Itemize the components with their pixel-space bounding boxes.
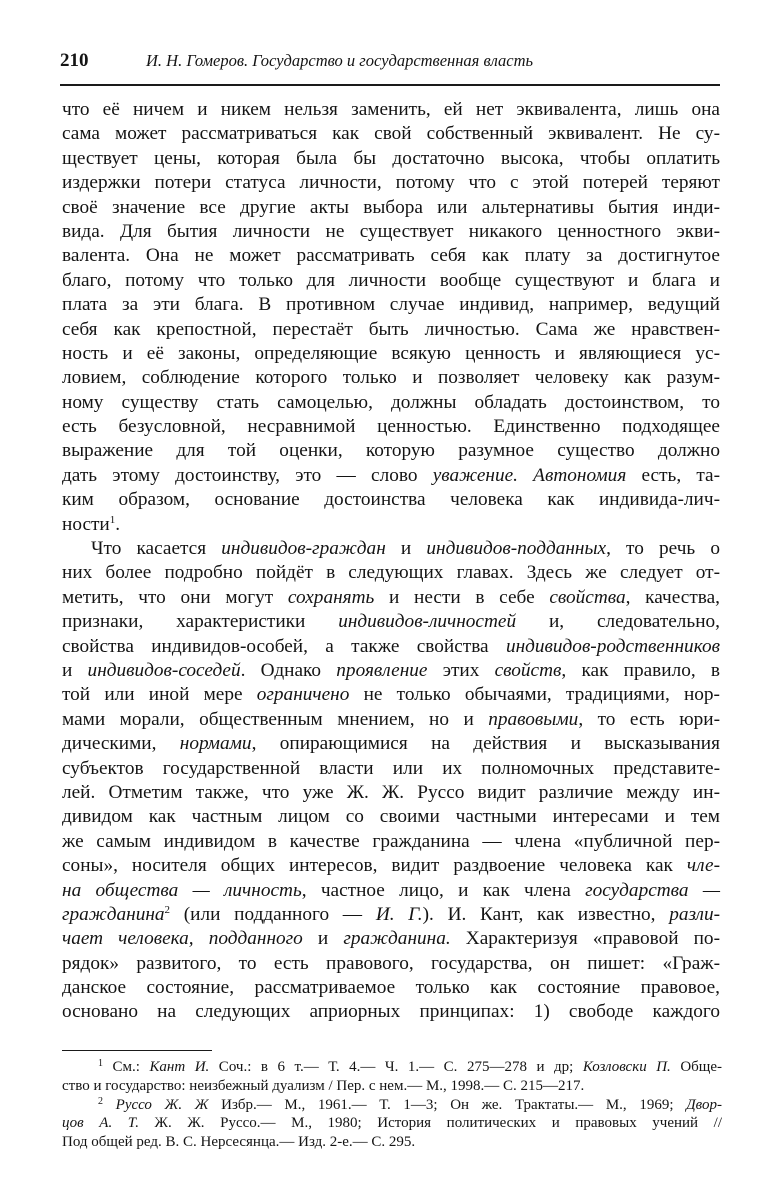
text-run: . Однако [240, 659, 337, 681]
emphasis: свойств [494, 659, 562, 681]
text-run: , то есть юри- [578, 708, 720, 730]
text-run: и [302, 928, 344, 950]
text-line: сама может рассматриваться как свой собственный эквивалент. Не су- [62, 123, 720, 145]
emphasis: гражданина. [343, 928, 451, 950]
text-line: издержки потери статуса личности, потому что с этой потерей теряют [62, 172, 720, 194]
text-line: благо, потому что только для личности вообще существуют и блага и [62, 269, 720, 291]
text-line: рядок» развитого, то есть правового, государства, он пишет: «Граж- [62, 952, 720, 974]
emphasis: нормами [179, 733, 252, 755]
emphasis: разли- [669, 903, 721, 925]
text-run: , как правило, в [561, 659, 720, 681]
emphasis: гражданина [62, 903, 165, 925]
footnote-1-line: ство и государство: неизбежный дуализм / Пер. с нем.— М., 1998.— С. 215—217. [62, 1077, 585, 1094]
text-line: что её ничем и никем нельзя заменить, ей нет эквивалента, лишь она [62, 99, 720, 120]
emphasis: уважение. Автономия [432, 464, 627, 486]
emphasis: индивидов-соседей [87, 659, 241, 681]
text-run: , то речь о [606, 538, 720, 560]
text-run: признаки, характеристики [62, 611, 339, 633]
emphasis: индивидов-личностей [338, 611, 517, 633]
emphasis: индивидов-граждан [221, 538, 386, 560]
footnotes [62, 1058, 722, 1152]
text-run: и [385, 538, 427, 560]
footnote-2-line [62, 1096, 722, 1115]
emphasis: свойства [549, 586, 626, 608]
text-line: ществует цены, которая была бы достаточно высока, чтобы оплатить [62, 147, 720, 169]
text-line: данское состояние, рассматриваемое только как состояние правовое, [62, 977, 720, 999]
text-line [62, 537, 720, 561]
footnote-2-line [62, 1114, 722, 1133]
text-run: этих [427, 659, 495, 681]
text-run: ). И. Кант, как известно, [422, 903, 670, 925]
emphasis: чле- [686, 855, 720, 877]
text-run: соны», носителя общих интересов, видит раздвоение человека как [62, 855, 687, 877]
text-line [62, 659, 720, 683]
text-run: свойства индивидов-особей, а также свойства [62, 635, 506, 657]
emphasis: И. Г. [375, 903, 423, 925]
text-run: дать этому достоинству, это — слово [62, 464, 433, 486]
page-number: 210 [60, 50, 89, 71]
text-line: основано на следующих априорных принципах: 1) свободе каждого [62, 1001, 720, 1023]
text-line: выражение для той оценки, которую разумное существо должно [62, 440, 720, 462]
emphasis: проявление [336, 659, 428, 681]
paragraph-2 [62, 537, 720, 1025]
text-run: дическими, [62, 733, 180, 755]
footnote-number: 1 [98, 1058, 103, 1069]
text-line: лей. Отметим также, что уже Ж. Ж. Руссо видит различие между ин- [62, 781, 720, 803]
text-line: себя как крепостной, перестаёт быть личностью. Сама же нравствен- [62, 318, 720, 340]
text-run: Характеризуя «правовой по- [450, 928, 720, 950]
body-text [62, 98, 720, 1025]
text-run: . [115, 513, 121, 535]
header-rule [60, 84, 720, 86]
text-run: Соч.: в 6 т.— Т. 4.— Ч. 1.— С. 275—278 и др; [209, 1059, 583, 1075]
footnote-number: 2 [98, 1095, 103, 1107]
emphasis: Руссо Ж. Ж [115, 1096, 209, 1113]
text-line: же самым индивидом в качестве гражданина — члена «публичной пер- [62, 830, 720, 852]
text-line: ному существу стать самоцелью, должны обладать достоинством, то [62, 391, 720, 413]
text-line: вида. Для бытия личности не существует никакого ценностного экви- [62, 220, 720, 242]
emphasis: Кант И. [149, 1059, 210, 1075]
text-line [62, 927, 720, 951]
text-run: ности [62, 513, 110, 535]
emphasis: Козловски П. [582, 1059, 671, 1075]
text-run: Избр.— М., 1961.— Т. 1—3; Он же. Трактаты.— М., 1969; [208, 1096, 687, 1113]
text-line [62, 708, 720, 732]
emphasis: Двор- [686, 1096, 722, 1113]
footnote-rule [62, 1050, 212, 1051]
emphasis: правовыми [488, 708, 579, 730]
text-line: есть безусловной, несравнимой ценностью. Единственно подходящее [62, 416, 720, 438]
footnote-1-line [62, 1058, 722, 1077]
text-line: ность и её законы, определяющие всякую ценность и являющиеся ус- [62, 342, 720, 364]
text-run: (или подданного — [170, 903, 376, 925]
text-line: ловием, соблюдение которого только и позволяет человеку как разум- [62, 367, 720, 389]
text-line: валента. Она не может рассматривать себя как плату за достигнутое [62, 245, 720, 267]
footnote-2-line: Под общей ред. В. С. Нерсесянца.— Изд. 2-е.— С. 295. [62, 1134, 416, 1151]
text-run: есть, та- [626, 464, 721, 486]
text-run [103, 1097, 116, 1113]
text-run: Что касается [91, 538, 222, 560]
text-line [62, 586, 720, 610]
text-run: и нести в себе [374, 586, 550, 608]
text-run: Ж. Ж. Руссо.— М., 1980; История политических и правовых учений // [138, 1115, 722, 1132]
text-run: , качества, [625, 586, 720, 608]
text-run: Обще- [670, 1059, 722, 1075]
footnote-ref-1: 1 [109, 513, 116, 526]
text-run: той или иной мере [62, 684, 257, 706]
emphasis: сохранять [287, 586, 375, 608]
text-line [62, 879, 720, 903]
text-line: своё значение все другие акты выбора или альтернативы бытия инди- [62, 196, 720, 218]
text-line [62, 732, 720, 756]
text-run: См.: [103, 1059, 150, 1075]
text-line: субъектов государственной власти или их полномочных представите- [62, 757, 720, 779]
paragraph-1 [62, 98, 720, 537]
emphasis: чает человека, подданного [62, 928, 303, 950]
emphasis: индивидов-родственников [505, 635, 720, 657]
text-line [62, 464, 720, 488]
text-run: , опирающимися на действия и высказывания [251, 733, 720, 755]
text-line: дивидом как частным лицом со своими частными интересами и тем [62, 806, 720, 828]
text-line [62, 903, 720, 927]
emphasis: цов А. Т. [62, 1115, 139, 1132]
footnote-ref-2: 2 [164, 903, 171, 916]
emphasis: государства — [585, 879, 720, 901]
text-run: мами морали, общественным мнением, но и [62, 708, 489, 730]
text-line [62, 635, 720, 659]
emphasis: ограничено [256, 684, 350, 706]
text-line: плата за эти блага. В противном случае индивид, например, ведущий [62, 294, 720, 316]
text-line [62, 854, 720, 878]
text-run: метить, что они могут [62, 586, 288, 608]
text-run: не только обычаями, традициями, нор- [349, 684, 720, 706]
text-line: них более подробно пойдёт в следующих главах. Здесь же следует от- [62, 562, 720, 584]
text-line [62, 513, 720, 537]
running-title: И. Н. Гомеров. Государство и государственная власть [146, 51, 534, 70]
text-run: и, следовательно, [516, 611, 720, 633]
text-line [62, 610, 720, 634]
text-run: и [62, 659, 88, 681]
text-line [62, 683, 720, 707]
emphasis: на общества — личность [62, 879, 302, 901]
text-line: ким образом, основание достоинства человека как индивида-лич- [62, 489, 720, 511]
emphasis: индивидов-подданных [426, 538, 607, 560]
text-run: , частное лицо, и как члена [301, 879, 586, 901]
running-head [60, 50, 720, 76]
